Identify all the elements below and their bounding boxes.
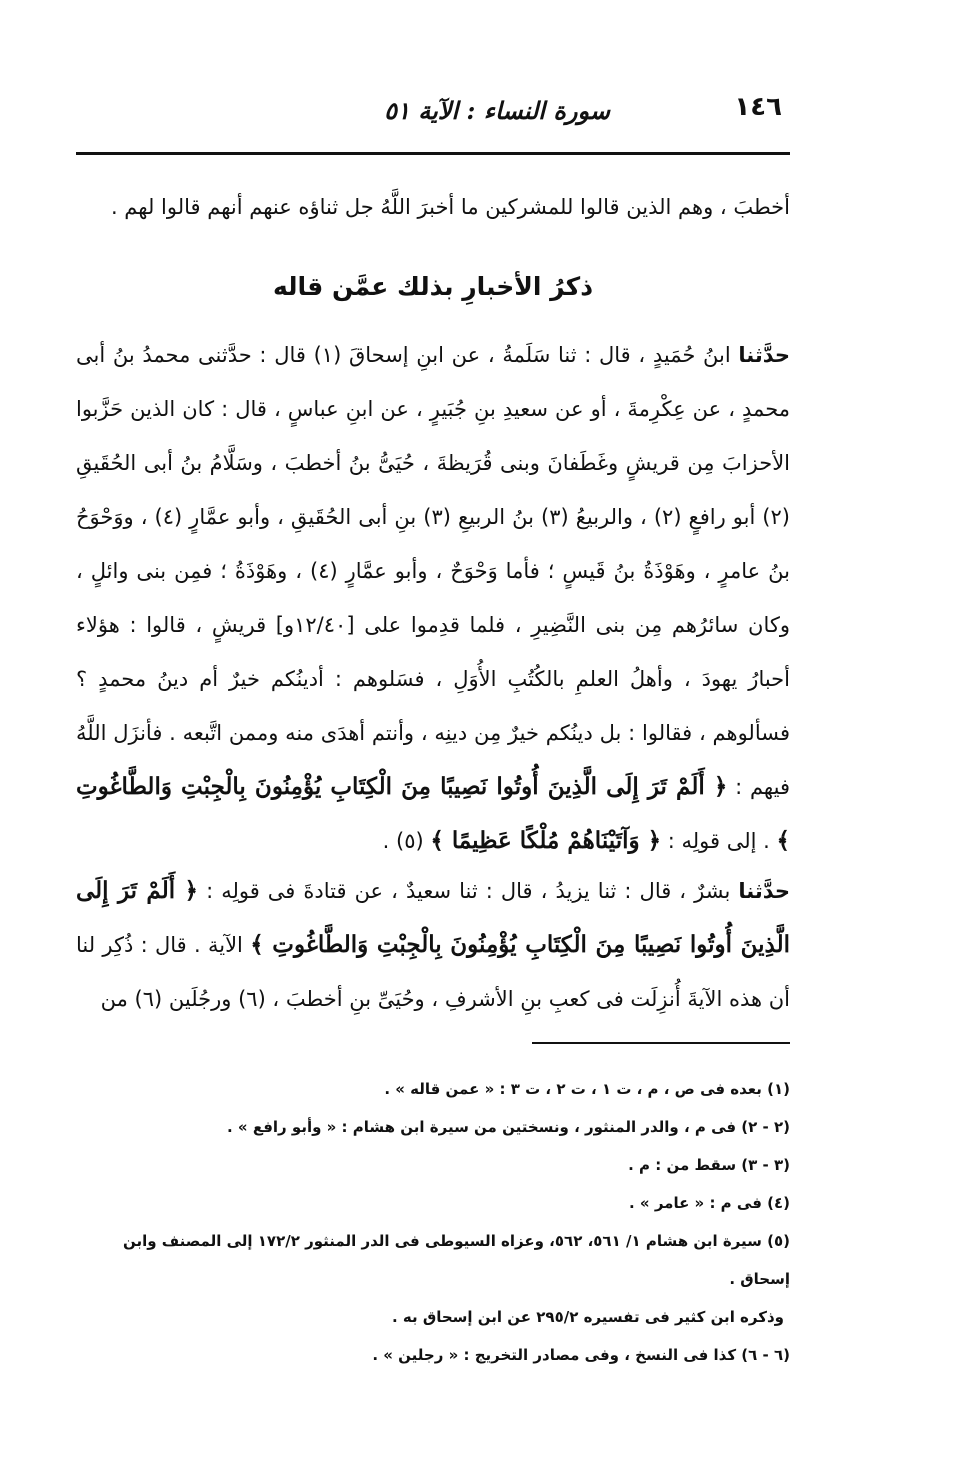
footnote: (٦ - ٦) كذا فى النسخ ، وفى مصادر التخريج : « رجلين » .: [372, 1346, 790, 1364]
paragraph-hadith-1: [76, 328, 790, 868]
footnote: (٥) سيرة ابن هشام ١/ ٥٦١، ٥٦٢، وعزاه السيوطى فى الدر المنثور ١٧٢/٢ إلى المصنف وابن إسحاق .: [122, 1232, 790, 1288]
footnote: (٤) فى م : « عامر » .: [629, 1194, 790, 1212]
paragraph-lead: حدَّثنا: [738, 343, 791, 367]
section-heading: ذكرُ الأخبارِ بذلك عمَّن قاله: [272, 272, 594, 301]
footnotes: [76, 1070, 790, 1374]
paragraph-text: . إلى قولِه :: [667, 829, 770, 853]
footnote: (١) بعده فى ص ، م ، ت ١ ، ت ٢ ، ت ٣ : « عمن قاله » .: [384, 1080, 790, 1098]
book-page: [76, 92, 791, 1364]
footnote-continuation: وذكره ابن كثير فى تفسيره ٢٩٥/٢ عن ابن إسحاق به .: [391, 1308, 784, 1326]
quran-verse: ﴿ أَلَمْ تَرَ إِلَى الَّذِينَ أُوتُوا نَصِيبًا مِنَ الْكِتَابِ يُؤْمِنُونَ بِالْجِبْتِ وَالطَّاغُوتِ ﴾: [76, 877, 790, 958]
paragraph-continued: أخطبَ ، وهم الذين قالوا للمشركين ما أخبرَ اللَّهُ جل ثناؤه عنهم أنهم قالوا لهم .: [110, 195, 790, 219]
quran-verse: ﴿ أَلَمْ تَرَ إِلَى الَّذِينَ أُوتُوا نَصِيبًا مِنَ الْكِتَابِ يُؤْمِنُونَ بِالْجِبْتِ وَالطَّاغُوتِ ﴾: [76, 773, 790, 854]
paragraph-text: ابنُ حُمَيدٍ ، قال : ثنا سَلَمةُ ، عن ابنِ إسحاقَ (١) قال : حدَّثنى محمدُ بنُ أبى محمدٍ ، عن عِكْرِمةَ ، أو عن سعيدِ بنِ جُبَيرٍ ، عن ابنِ عباسٍ ، قال : كان الذين حَزَّبوا الأحزابَ مِن قريشٍ وغَطَفانَ وبنى قُرَيظةَ ، حُيَىُّ بنُ أخطبَ ، وسَلَّامُ بنُ أبى الحُقَيقِ (٢) أبو رافعٍ (٢) ، والربيعُ (٣) بنُ الربيعِ (٣) بنِ أبى الحُقَيقِ ، وأبو عمَّارٍ (٤) ، ووَحْوَحُ بنُ عامرٍ ، وهَوْذَةُ بنُ قَيسٍ ؛ فأما وَحْوَحٌ ، وأبو عمَّارٍ (٤) ، وهَوْذَةُ ؛ فمِن بنى وائلٍ ، وكان سائرُهم مِن بنى النَّضِيرِ ، فلما قدِموا على [١٢/٤٠و] قريشٍ ، قالوا : هؤلاء أحبارُ يهودَ ، وأهلُ العلمِ بالكُتُبِ الأُوَلِ ، فسَلوهم : أدينُكم خيرٌ أم دينُ محمدٍ ؟ فسألوهم ، فقالوا : بل دينُكم خيرٌ مِن دينِه ، وأنتم أهدَى منه وممن اتَّبعه . فأنزَل اللَّهُ فيهم :: [76, 343, 790, 799]
running-header: [76, 92, 790, 132]
footnote-rule: [532, 1042, 790, 1044]
footnote: (٢ - ٢) فى م ، والدر المنثور ، ونسختين من سيرة ابن هشام : « وأبو رافع » .: [227, 1118, 790, 1136]
header-title: سورة النساء : الآية ٥١: [384, 96, 610, 125]
page-number: ١٤٦: [734, 92, 782, 122]
quran-verse: ﴿ وَآتَيْنَاهُمْ مُلْكًا عَظِيمًا ﴾: [430, 827, 662, 854]
paragraph-text: (٥) .: [382, 829, 424, 853]
header-rule: [76, 152, 790, 155]
paragraph-text: الآية . قال : ذُكِر لنا أن هذه الآيةَ أُنزِلَت فى كعبِ بنِ الأشرفِ ، وحُيَىِّ بنِ أخطبَ ، (٦) ورجُلَين (٦) من: [76, 933, 790, 1011]
paragraph-hadith-2: [76, 864, 790, 1026]
paragraph-lead: حدَّثنا: [738, 879, 790, 903]
paragraph-text: بشرٌ ، قال : ثنا يزيدُ ، قال : ثنا سعيدٌ ، عن قتادةَ فى قولِه :: [206, 879, 731, 903]
footnote: (٣ - ٣) سقط من : م .: [628, 1156, 790, 1174]
